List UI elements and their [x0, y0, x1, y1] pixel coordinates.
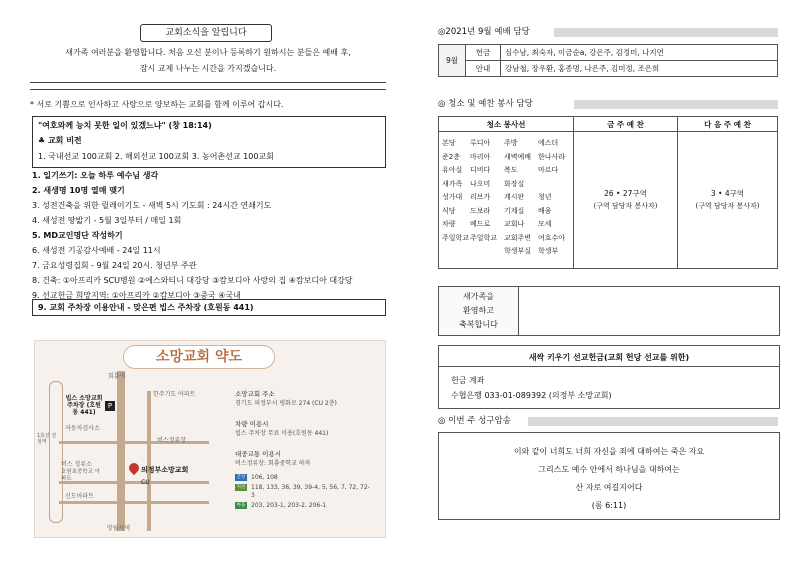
bus-badge: 마을 [236, 503, 246, 508]
bus-routes-text: 203, 203-1, 203-2, 206-1 [251, 502, 327, 509]
cross-road [59, 441, 209, 444]
offering-box [438, 345, 780, 409]
year-verse: "여호와께 능치 못한 일이 있겠느냐" (창 18:14) [38, 121, 212, 130]
section-bar [554, 28, 778, 37]
welcome-line-1: 새가족 여러분을 환영합니다. 처음 오신 분이나 등록하기 원하시는 분들은 예배 후, [65, 48, 351, 57]
map-title: 소망교회 약도 [123, 345, 275, 369]
offering-title: 새싹 키우기 선교헌금(교회 헌당 선교를 위한) [528, 353, 690, 362]
column-header: 청소 봉사선 [439, 117, 574, 132]
bus-routes-text: 118, 133, 36, 39, 39-4, 5, 56, 7, 72, 72-3 [251, 484, 370, 499]
role-col: 본당 준2층 유아실 새가족 성가대 식당 차량 주일학교 [442, 139, 470, 242]
map-label-vips: 빕스 소망교회 주차장 (호원동 441) [65, 395, 103, 416]
map-label: 망월사역 [107, 525, 131, 532]
map-label: 호원초중학교 아파트 [61, 469, 100, 482]
table-row [439, 45, 778, 61]
next-week: 3 • 4구역 [710, 189, 745, 198]
divider [30, 82, 386, 83]
role-col: 주방 새벽예배 복도 화장실 계시판 기계실 교회나 교회주변 학생부실 [504, 139, 532, 255]
public-text: 버스정류장: 회룡중학교 하차 [235, 460, 311, 467]
this-week-sub: (구역 담당자 봉사자) [593, 202, 658, 210]
divider [30, 89, 386, 90]
church-map [34, 340, 386, 538]
duty-role: 안내 [466, 61, 501, 77]
welcome-line-2: 잠시 교제 나누는 시간을 가지겠습니다. [139, 64, 277, 73]
table-row [439, 61, 778, 77]
role-col: 에스더 한나사라 마르다 청년 배움 모세 여호수아 학생부 [538, 139, 566, 255]
newcomer-box [438, 286, 780, 336]
memory-verse-box [438, 432, 780, 520]
section-bar [574, 100, 778, 109]
rail-line [49, 381, 63, 523]
duty-names: 심수남, 최숙자, 이금순a, 강은주, 김정미, 나지연 [501, 45, 778, 61]
map-label: 한주기도 아파트 [153, 391, 196, 398]
table-row [439, 117, 778, 132]
parking-box [32, 299, 386, 316]
address-heading: 소망교회 주소 [235, 390, 275, 398]
address-text: 경기도 의정부시 평화로 274 (CU 2층) [235, 400, 337, 407]
list-item: 9. 선교헌금 희망지역: ①아프리카 ②캄보디아 ③중국 ④국내 [32, 291, 241, 300]
list-item: 3. 성전건축을 위한 릴레이기도 - 새벽 5시 기도회 : 24시간 연쇄기도 [32, 201, 272, 210]
memory-verse-ref: (롬 6:11) [591, 501, 627, 510]
list-item: 4. 새성전 땅밟기 - 5월 3일부터 / 매일 1회 [32, 216, 182, 225]
prayer-title: ◎ 이번 주 성구암송 [438, 416, 512, 426]
list-item: 5. MD교인명단 작성하기 [32, 231, 123, 240]
list-item: 8. 건축: ①아프리카 SCU병원 ②에스와티니 대강당 ③캄보디아 사랑의 집 ④캄보디아 대강당 [32, 276, 353, 285]
account-number: 수협은행 033-01-089392 (의정부 소망교회) [451, 391, 612, 400]
map-label: 신도아파트 [65, 493, 94, 500]
map-label: CU [141, 479, 150, 486]
duty-names: 강남철, 장우환, 홍종명, 나은주, 김미정, 조은희 [501, 61, 778, 77]
role-col: 루디아 마리아 디비다 나오미 리브가 드보라 베드로 주일학교 [470, 139, 498, 242]
map-label: 회룡역 [108, 373, 126, 380]
bus-row [235, 502, 380, 510]
table-row [439, 132, 778, 269]
main-road [117, 371, 125, 531]
parking-icon: P [105, 401, 115, 411]
duty-month: 9월 [439, 45, 466, 77]
car-heading: 차량 이용시 [235, 420, 269, 428]
memory-verse-line: 이와 같이 너희도 너희 자신을 죄에 대하여는 죽은 자요 [513, 447, 705, 456]
news-title: 교회소식을 알립니다 [140, 24, 272, 42]
map-label-church: 의정부소망교회 [141, 466, 189, 474]
cleaning-table [438, 116, 778, 269]
map-label: 버스정류장 [157, 437, 186, 444]
public-heading: 대중교통 이용시 [235, 450, 282, 458]
list-item: 2. 새생명 10명 열매 맺기 [32, 186, 125, 195]
divider [439, 366, 779, 367]
cleaning-roles [439, 132, 574, 269]
bus-badge: 지선 [236, 485, 246, 490]
parking-text: 9. 교회 주차장 이용안내 - 맞은편 빕스 주차장 (호원동 441) [38, 303, 254, 312]
memory-verse-line: 그리스도 예수 안에서 하나님을 대하여는 [538, 465, 680, 474]
newcomer-label: 새가족을 환영하고 축복합니다 [439, 287, 519, 335]
note-text: * 서로 기쁨으로 인사하고 사랑으로 양보하는 교회를 함께 이루어 갑시다. [30, 100, 284, 109]
car-text: 빕스 주차장 무료 이용(호원동 441) [235, 430, 329, 437]
bus-badge: 간선 [236, 475, 246, 480]
list-item: 6. 새성전 기공감사예배 - 24일 11시 [32, 246, 161, 255]
next-week-cell [678, 132, 778, 269]
verse-box [32, 116, 386, 168]
next-week-sub: (구역 담당자 봉사자) [695, 202, 760, 210]
account-label: 헌금 계좌 [451, 376, 485, 385]
duty-title: ◎2021년 9월 예배 담당 [438, 27, 530, 37]
list-item: 7. 금요성령집회 - 9월 24일 20시. 청년부 주관 [32, 261, 197, 270]
bus-routes-text: 106, 108 [251, 474, 278, 481]
map-label: 1호선 전철역 [37, 433, 57, 445]
bus-row [235, 484, 380, 500]
column-header: 금 주 예 찬 [574, 117, 678, 132]
duty-table [438, 44, 778, 77]
map-label: 자동차검사소 [65, 425, 100, 432]
this-week: 26 • 27구역 [604, 189, 647, 198]
church-pin-icon [127, 461, 141, 475]
clean-title: ◎ 청소 및 예찬 봉사 담당 [438, 99, 533, 109]
column-header: 다 음 주 예 찬 [678, 117, 778, 132]
memory-verse-line: 산 자로 여길지어다 [575, 483, 643, 492]
vision-title: ♣ 교회 비전 [38, 136, 82, 145]
list-item: 1. 일기쓰기: 오늘 하루 예수님 생각 [32, 171, 159, 180]
map-label: 버스 정류소 [61, 461, 92, 468]
news-list [32, 170, 353, 305]
side-road [147, 391, 151, 531]
this-week-cell [574, 132, 678, 269]
duty-role: 헌금 [466, 45, 501, 61]
bus-row [235, 474, 380, 482]
bus-routes [235, 474, 380, 510]
section-bar [528, 417, 778, 426]
vision-items: 1. 국내선교 100교회 2. 해외선교 100교회 3. 농어촌선교 100교회 [38, 152, 274, 161]
